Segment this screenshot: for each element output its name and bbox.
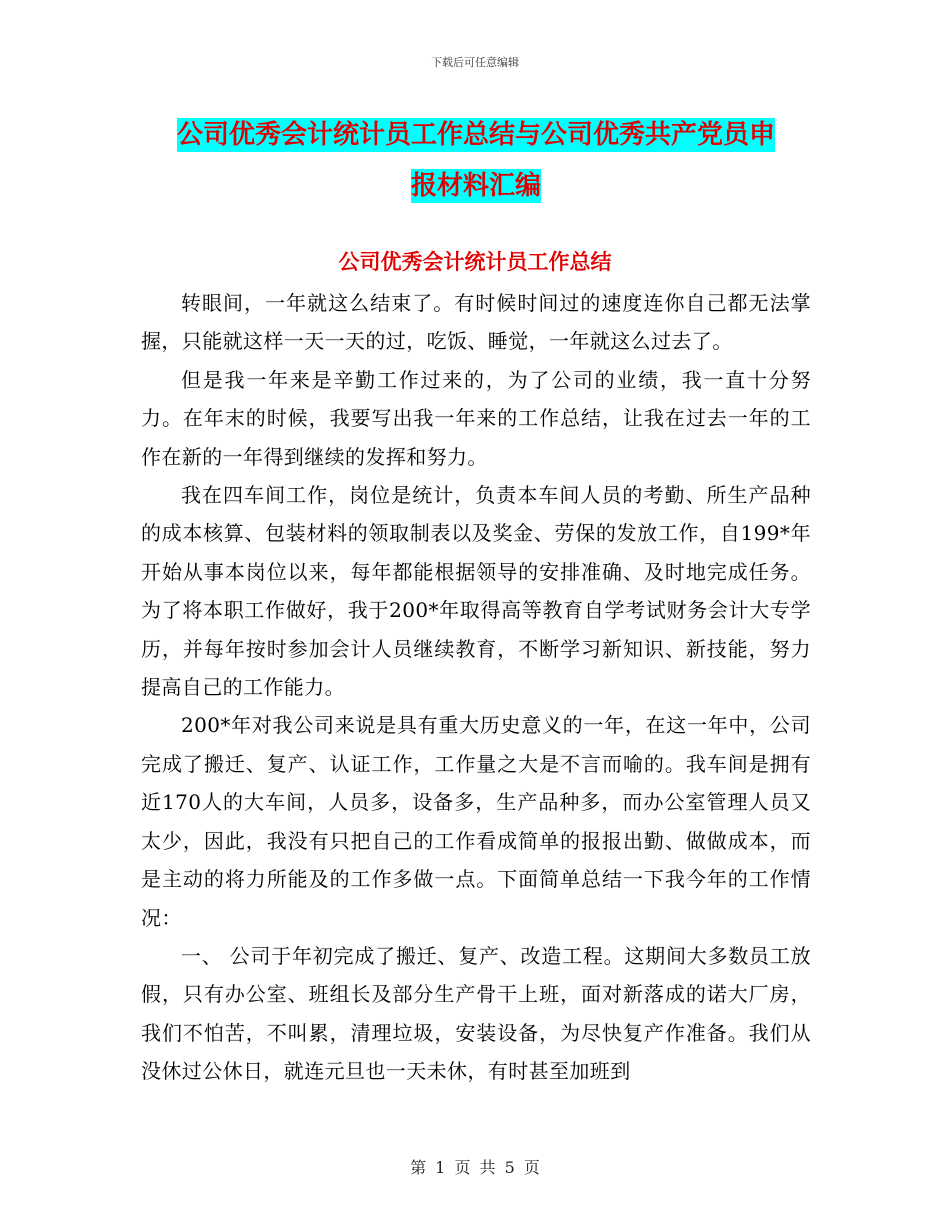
page-footer: 第 1 页 共 5 页	[410, 1158, 540, 1177]
paragraph: 转眼间，一年就这么结束了。有时候时间过的速度连你自己都无法掌握，只能就这样一天一天的过，吃饭、睡觉，一年就这么过去了。	[141, 291, 811, 354]
document-title-line2: 报材料汇编	[410, 171, 541, 201]
document-title-line1: 公司优秀会计统计员工作总结与公司优秀共产党员申	[176, 120, 775, 150]
section-title: 公司优秀会计统计员工作总结	[338, 250, 612, 274]
paragraph: 一、 公司于年初完成了搬迁、复产、改造工程。这期间大多数员工放假，只有办公室、班组长及部分生产骨干上班，面对新落成的诺大厂房，我们不怕苦，不叫累，清理垃圾，安装设备，为尽快复产作准备。我们从没休过公休日，就连元旦也一天未休，有时甚至加班到	[141, 943, 811, 1084]
paragraph: 但是我一年来是辛勤工作过来的，为了公司的业绩，我一直十分努力。在年末的时候，我要写出我一年来的工作总结，让我在过去一年的工作在新的一年得到继续的发挥和努力。	[141, 367, 811, 469]
document-title	[140, 110, 812, 212]
paragraph: 200*年对我公司来说是具有重大历史意义的一年，在这一年中，公司完成了搬迁、复产、认证工作，工作量之大是不言而喻的。我车间是拥有近170人的大车间，人员多，设备多，生产品种多，而办公室管理人员又太少，因此，我没有只把自己的工作看成简单的报报出勤、做做成本，而是主动的将力所能及的工作多做一点。下面简单总结一下我今年的工作情况：	[141, 713, 811, 930]
paragraph: 我在四车间工作，岗位是统计，负责本车间人员的考勤、所生产品种的成本核算、包装材料的领取制表以及奖金、劳保的发放工作，自199*年开始从事本岗位以来，每年都能根据领导的安排准确、及时地完成任务。为了将本职工作做好，我于200*年取得高等教育自学考试财务会计大专学历，并每年按时参加会计人员继续教育，不断学习新知识、新技能，努力提高自己的工作能力。	[141, 483, 811, 700]
header-note: 下载后可任意编辑	[431, 56, 519, 69]
body-text	[141, 284, 811, 1091]
